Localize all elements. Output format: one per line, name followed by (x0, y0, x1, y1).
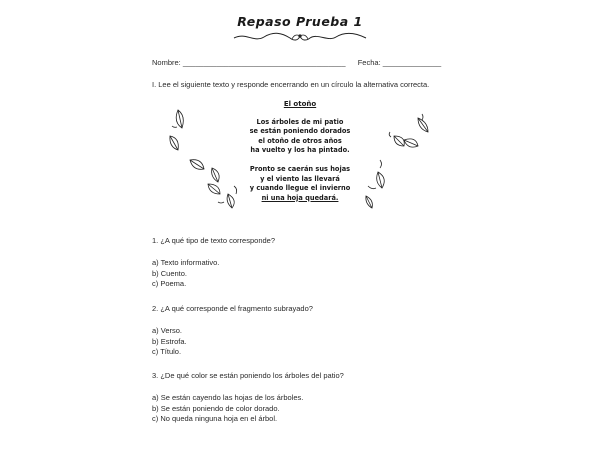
instruction-text: I. Lee el siguiente texto y responde encerrando en un círculo la alternativa correcta. (152, 80, 430, 89)
poem-verse: ha vuelto y los ha pintado. (250, 146, 350, 155)
poem-verse: y cuando llegue el invierno (249, 184, 351, 193)
question-2 (152, 304, 313, 358)
worksheet-title: Repaso Prueba 1 (237, 14, 363, 29)
falling-leaf-icon (360, 112, 450, 217)
poem-verse: Los árboles de mi patio (256, 117, 344, 126)
answer-option: b) Estrofa. (152, 336, 187, 346)
nombre-field: Nombre: _______________________________________ (152, 58, 346, 67)
question-3 (152, 371, 344, 425)
answer-option: a) Verso. (152, 326, 183, 336)
poem-verse: Pronto se caerán sus hojas (249, 164, 351, 173)
poem-title: El otoño (283, 100, 317, 108)
answer-option: a) Texto informativo. (152, 258, 220, 268)
question-prompt: 1. ¿A qué tipo de texto corresponde? (152, 236, 275, 245)
answer-option: b) Se están poniendo de color dorado. (152, 403, 280, 413)
question-1 (152, 236, 275, 290)
fecha-field: Fecha: ______________ (357, 58, 442, 67)
swirl-divider-icon (232, 30, 368, 44)
answer-option: c) Título. (152, 347, 182, 357)
answer-option: c) Poema. (152, 279, 187, 289)
name-date-row (152, 58, 441, 67)
question-prompt: 3. ¿De qué color se están poniendo los árboles del patio? (152, 371, 344, 380)
poem-verse: el otoño de otros años (258, 136, 342, 145)
poem-verse: se están poniendo dorados (249, 127, 351, 136)
poem-verse-underlined: ni una hoja quedará. (261, 193, 339, 202)
question-prompt: 2. ¿A qué corresponde el fragmento subrayado? (152, 304, 313, 313)
answer-option: c) No queda ninguna hoja en el árbol. (152, 414, 278, 424)
answer-option: a) Se están cayendo las hojas de los árboles. (152, 393, 304, 403)
answer-option: b) Cuento. (152, 268, 188, 278)
poem-verse: y el viento las llevará (260, 174, 340, 183)
